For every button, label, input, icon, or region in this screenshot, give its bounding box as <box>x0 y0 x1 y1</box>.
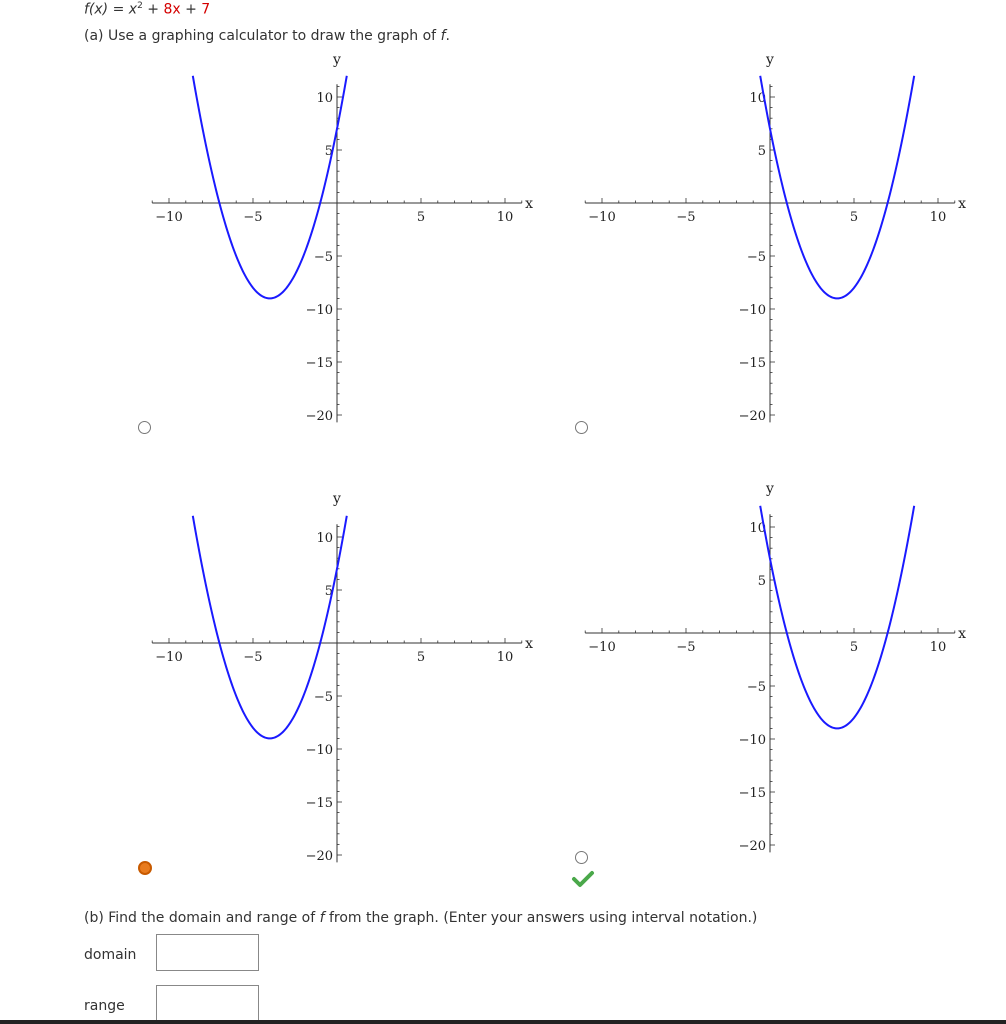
graph-option-d <box>585 481 966 854</box>
y-axis-label: y <box>333 491 341 507</box>
y-tick-label: −20 <box>305 409 333 424</box>
part-a-text: (a) Use a graphing calculator to draw the graph of <box>84 28 441 44</box>
x-tick-label: −5 <box>676 210 696 225</box>
x-axis-label: x <box>525 636 534 652</box>
y-axis-label: y <box>766 52 774 68</box>
bottom-edge-bar <box>0 1020 1006 1024</box>
y-tick-label: 5 <box>757 144 766 159</box>
x-tick-label: 5 <box>416 650 426 665</box>
y-tick-label: 10 <box>749 521 766 536</box>
range-input[interactable] <box>156 985 259 1021</box>
y-tick-label: −10 <box>305 303 333 318</box>
y-tick-label: −15 <box>305 796 333 811</box>
x-tick-label: 10 <box>496 650 514 665</box>
x-tick-label: −5 <box>676 640 696 655</box>
x-tick-label: −5 <box>243 650 263 665</box>
part-b-fname: f <box>319 910 325 926</box>
option-d-radio[interactable] <box>575 851 588 864</box>
range-label: range <box>84 998 125 1014</box>
y-tick-label: 5 <box>757 574 766 589</box>
domain-input[interactable] <box>156 934 259 971</box>
y-axis-label: y <box>766 481 774 497</box>
function-constant: 7 <box>201 1 211 18</box>
y-tick-label: −15 <box>738 786 766 801</box>
parabola-curve <box>193 76 347 299</box>
x-tick-label: 10 <box>496 210 514 225</box>
x-tick-label: −10 <box>588 210 616 225</box>
x-tick-label: −10 <box>155 210 183 225</box>
function-exponent: 2 <box>137 1 143 11</box>
y-tick-label: 10 <box>316 91 333 106</box>
x-tick-label: 5 <box>416 210 426 225</box>
function-prefix: f(x) = x <box>84 1 138 18</box>
part-b-prompt <box>84 910 757 926</box>
x-tick-label: 10 <box>929 640 947 655</box>
parabola-curve <box>193 516 347 739</box>
x-tick-label: −10 <box>155 650 183 665</box>
option-b-radio[interactable] <box>575 421 588 434</box>
y-tick-label: −5 <box>313 250 333 265</box>
part-b-suffix: from the graph. (Enter your answers using interval notation.) <box>324 910 758 926</box>
x-tick-label: −10 <box>588 640 616 655</box>
y-tick-label: 10 <box>749 91 766 106</box>
graph-option-a <box>152 52 533 424</box>
y-tick-label: −10 <box>738 303 766 318</box>
y-tick-label: −20 <box>738 409 766 424</box>
y-tick-label: 5 <box>324 144 333 159</box>
y-tick-label: −15 <box>305 356 333 371</box>
x-tick-label: −5 <box>243 210 263 225</box>
correct-check-icon <box>571 869 595 889</box>
y-tick-label: −5 <box>746 680 766 695</box>
x-tick-label: 5 <box>849 210 859 225</box>
part-a-suffix: . <box>445 28 450 44</box>
graph-option-c <box>152 491 533 864</box>
x-axis-label: x <box>525 196 534 212</box>
option-a-radio[interactable] <box>138 421 151 434</box>
y-tick-label: −20 <box>305 849 333 864</box>
part-a-fname: f <box>440 28 446 44</box>
y-tick-label: 10 <box>316 531 333 546</box>
part-b-text: (b) Find the domain and range of <box>84 910 320 926</box>
y-tick-label: 5 <box>324 584 333 599</box>
y-tick-label: −10 <box>738 733 766 748</box>
y-tick-label: −15 <box>738 356 766 371</box>
y-tick-label: −20 <box>738 839 766 854</box>
y-axis-label: y <box>333 52 341 68</box>
graph-option-b <box>585 52 966 424</box>
y-tick-label: −5 <box>746 250 766 265</box>
x-axis-label: x <box>958 626 967 642</box>
x-axis-label: x <box>958 196 967 212</box>
function-linear-term: 8x <box>163 1 181 18</box>
function-plus-2: + <box>180 1 202 18</box>
option-c-radio[interactable] <box>138 861 152 875</box>
y-tick-label: −5 <box>313 690 333 705</box>
domain-label: domain <box>84 947 137 963</box>
x-tick-label: 10 <box>929 210 947 225</box>
x-tick-label: 5 <box>849 640 859 655</box>
function-plus-1: + <box>142 1 164 18</box>
y-tick-label: −10 <box>305 743 333 758</box>
